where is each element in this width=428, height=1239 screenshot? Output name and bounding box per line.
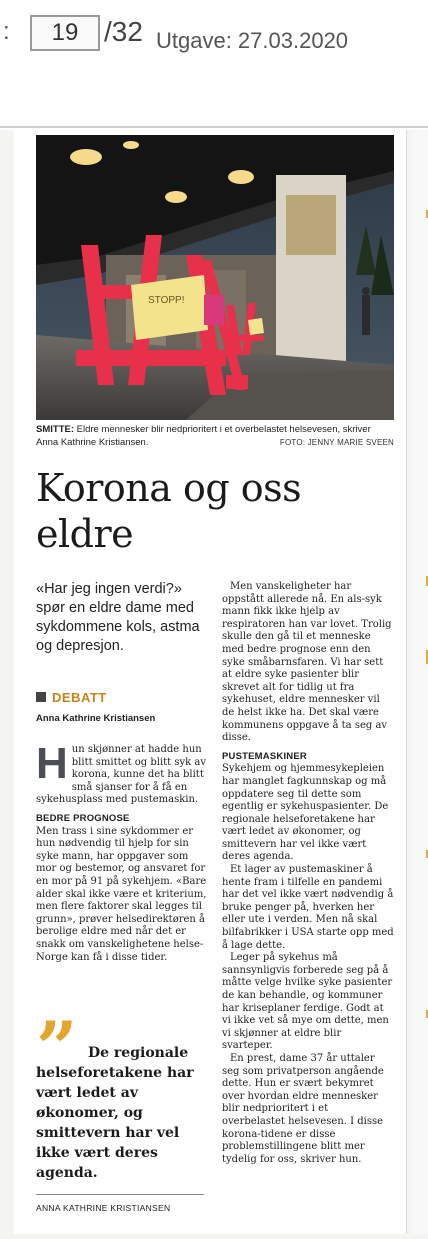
quote-mark-icon: ” xyxy=(36,1005,72,1090)
edition-date: Utgave: 27.03.2020 xyxy=(156,28,349,53)
photo-caption xyxy=(36,423,394,449)
paragraph: Men vanskeligheter har oppstått allerede nå. En als-syk mann fikk ikke hjelp av respiratoren han var lovet. Trolig skulle den gå til et menneske med bedre prognose enn den syke småbarnsfaren. Vi har sett at eldre syke pasienter blir skrevet alt for tidlig ut fra sykehuset, eldre mennesker vil de helst ikke ha. Det skal være kommunens oppgave å ta seg av disse. xyxy=(222,581,392,744)
section-label: DEBATT xyxy=(52,690,107,705)
paragraph: En prest, dame 37 år uttaler seg som privatperson angående dette. Hun er svært bekymret over hvordan eldre mennesker blir nedprioritert i et overbelastet helsevesen. I disse korona-tidene er disse problemstillingene blitt mer tydelig for oss, skriver hun. xyxy=(222,1052,384,1165)
subheading: BEDRE PROGNOSE xyxy=(36,812,130,824)
byline: Anna Kathrine Kristiansen xyxy=(36,713,156,724)
paragraph: Et lager av pustemaskiner å hente fram i tilfelle en pandemi har det vel ikke vært nødvendig å bruke penger på, hverken her eller ute i verden. Men nå skal bilfabrikker i USA starte opp med å lage dette. xyxy=(222,864,394,951)
paragraph: Leger på sykehus må sannsynligvis forberede seg på å måtte velge hvilke syke pasienter de kan behandle, og kommuner har kriseplaner ferdige. Godt at vi ikke vet så mye om dette, men vi skjønner at eldre blir svarteper. xyxy=(222,952,393,1052)
signature-rule xyxy=(36,1194,204,1195)
toolbar-divider xyxy=(0,126,428,128)
next-page-edge[interactable] xyxy=(412,130,428,1234)
paragraph: un skjønner at hadde hun blitt smittet og blitt syk av korona, kunne det ha blitt små sjanser for å få en sykehusplass med pustemaskin. xyxy=(36,744,207,806)
section-tag xyxy=(36,690,107,705)
article-photo xyxy=(36,135,394,420)
article-headline: Korona og oss eldre xyxy=(36,466,302,556)
photo-credit: FOTO: JENNY MARIE SVEEN xyxy=(279,438,394,447)
stop-sign-text: STOPP! xyxy=(148,295,185,306)
article-lead: «Har jeg ingen verdi?» spør en eldre dame med sykdommene kols, astma og depresjon. xyxy=(36,581,200,654)
body-column-right xyxy=(222,581,394,1166)
caption-label: SMITTE: xyxy=(36,424,74,435)
paragraph: Sykehjem og hjemmesykepleien har manglet fagkunnskap og må oppdatere seg til dette som egentlig er sykehuspasienter. De regionale helseforetakene har vært ledet av økonomer, og smittevern har vel ikke vært deres agenda. xyxy=(222,763,389,863)
caption-text: Eldre mennesker blir nedprioritert i et overbelastet helsevesen, skriver Anna Kathrine Kristiansen. xyxy=(36,424,371,448)
page-number-input[interactable]: 19 xyxy=(30,15,100,51)
viewer-toolbar xyxy=(0,0,428,82)
signature: ANNA KATHRINE KRISTIANSEN xyxy=(36,1203,171,1213)
paragraph: Men trass i sine sykdommer er hun nødvendig til hjelp for sin syke mann, har oppgaver som mor og bestemor, og ansvaret for en mor på 91 på sykehjem. «Bare alder skal ikke være et kriterium, men flere faktorer skal legges til grunn», prøver helsedirektøren å berolige eldre med når det er snakk om vanskelighetene helse-Norge kan få i disse tider. xyxy=(36,825,207,963)
pull-quote: De regionale helseforetakene har vært ledet av økonomer, og smittevern har vel ikke vært deres agenda. xyxy=(36,1045,194,1181)
page-total: /32 xyxy=(104,16,143,47)
drop-cap: H xyxy=(36,739,68,788)
section-square-icon xyxy=(36,692,46,702)
body-column-left xyxy=(36,739,210,964)
subheading: PUSTEMASKINER xyxy=(222,750,307,762)
page-separator: : xyxy=(3,18,10,45)
